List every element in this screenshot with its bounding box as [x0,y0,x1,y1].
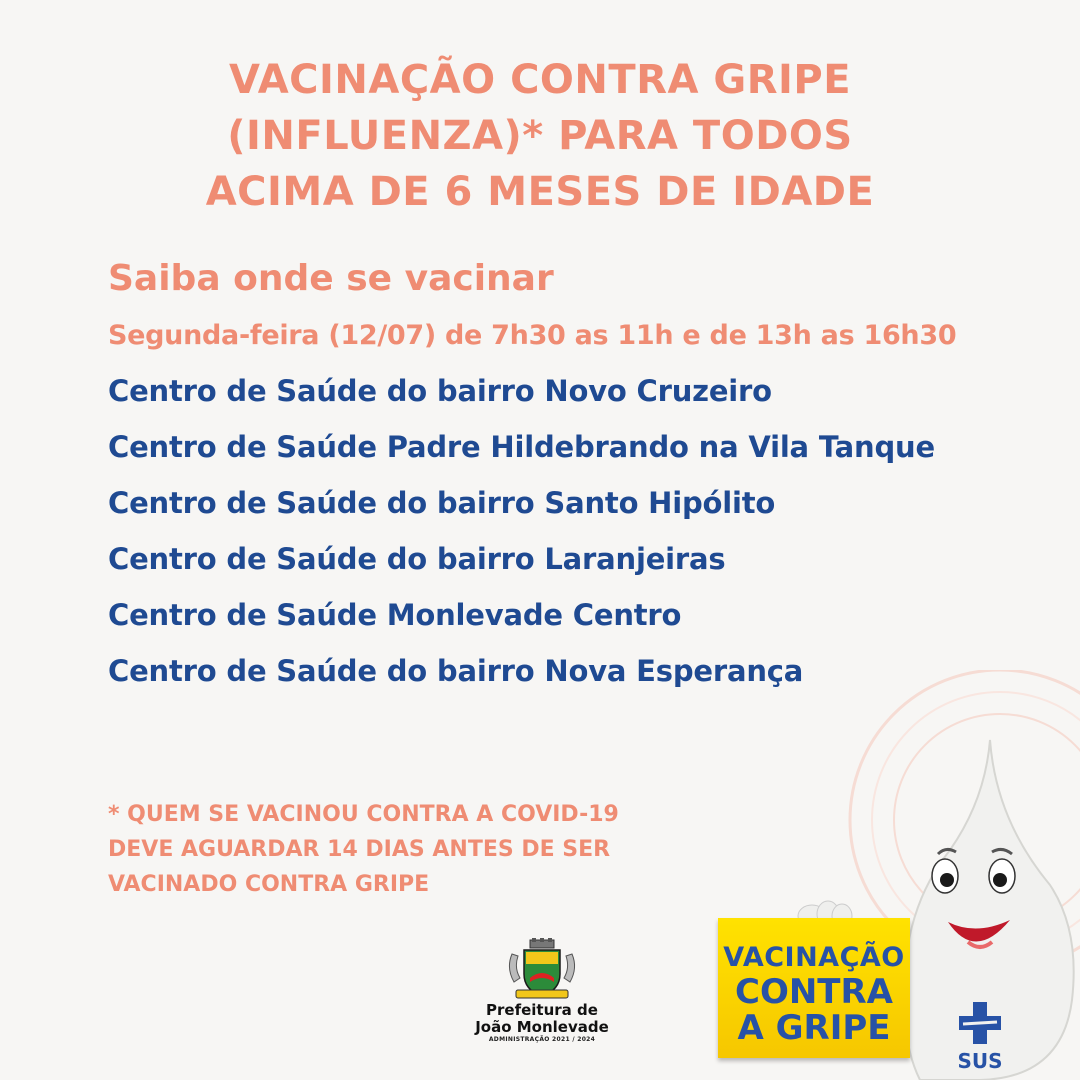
city-hall-logo [460,938,624,1050]
section-subtitle: Saiba onde se vacinar [108,258,554,299]
sus-label: SUS [957,1049,1003,1073]
logo-name-line-2: João Monlevade [475,1018,609,1036]
schedule-text: Segunda-feira (12/07) de 7h30 as 11h e de 13h as 16h30 [108,320,957,351]
list-item: Centro de Saúde do bairro Santo Hipólito [108,486,776,520]
title-line-3: ACIMA DE 6 MESES DE IDADE [205,169,875,215]
logo-name-line-1: Prefeitura de [486,1001,598,1019]
list-item: Centro de Saúde do bairro Novo Cruzeiro [108,374,772,408]
badge-line-2: CONTRA [735,972,893,1012]
footnote-line-2: DEVE AGUARDAR 14 DIAS ANTES DE SER [108,837,611,862]
title-line-2: (INFLUENZA)* PARA TODOS [227,113,853,159]
sus-logo [950,1000,1010,1073]
badge-line-1: VACINAÇÃO [723,942,905,973]
municipal-coat-of-arms-icon [502,938,582,1002]
footnote-line-3: VACINADO CONTRA GRIPE [108,872,430,897]
locations-list [108,374,935,710]
logo-admin-text: ADMINISTRAÇÃO 2021 / 2024 [488,1036,596,1043]
list-item: Centro de Saúde do bairro Nova Esperança [108,654,804,688]
title-line-1: VACINAÇÃO CONTRA GRIPE [228,57,852,103]
footnote [108,797,619,902]
list-item: Centro de Saúde do bairro Laranjeiras [108,542,726,576]
badge-line-3: A GRIPE [737,1008,891,1048]
list-item: Centro de Saúde Monlevade Centro [108,598,682,632]
footnote-line-1: * QUEM SE VACINOU CONTRA A COVID-19 [108,802,619,827]
page-title [0,52,1080,220]
vaccination-campaign-badge [718,918,910,1058]
list-item: Centro de Saúde Padre Hildebrando na Vila Tanque [108,430,935,464]
sus-cross-icon [957,1000,1003,1046]
